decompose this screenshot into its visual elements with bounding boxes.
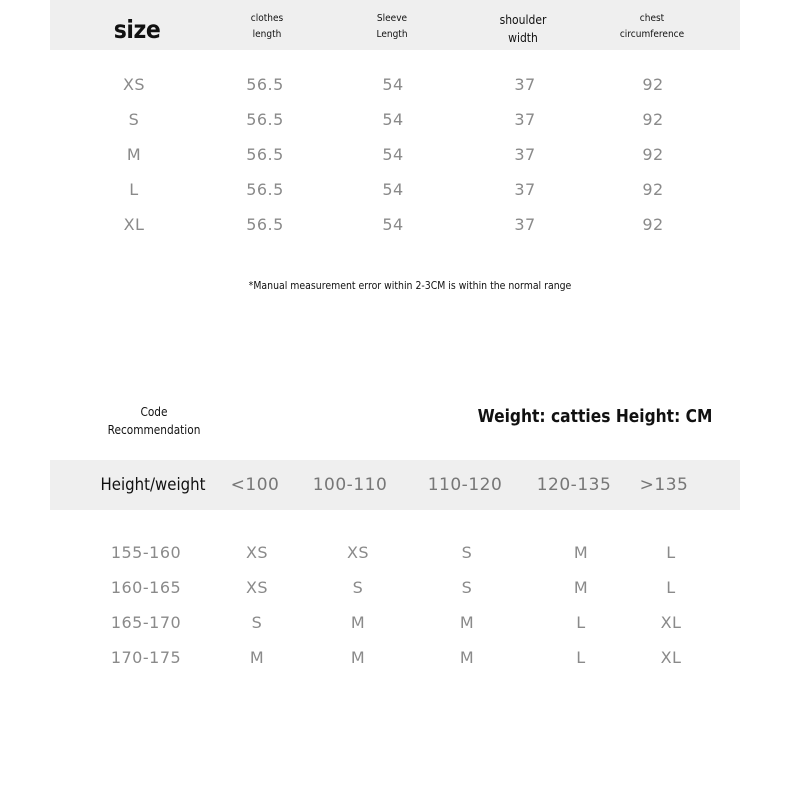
units-label: Weight: catties Height: CM	[477, 406, 713, 427]
height-range-cell: 170-175	[110, 648, 182, 667]
header-shoulder-width-line1: shoulder	[499, 13, 547, 27]
clothes-length-cell: 56.5	[246, 180, 284, 199]
header-weight-range: 100-110	[312, 475, 388, 495]
recommended-size-cell: XL	[660, 613, 682, 632]
recommended-size-cell: L	[666, 543, 676, 562]
recommended-size-cell: M	[573, 543, 589, 562]
recommended-size-cell: S	[352, 578, 364, 597]
height-range-cell: 155-160	[110, 543, 182, 562]
recommended-size-cell: XS	[346, 543, 370, 562]
recommended-size-cell: M	[249, 648, 265, 667]
shoulder-width-cell: 37	[514, 145, 536, 164]
measurement-note: *Manual measurement error within 2-3CM is within the normal range	[248, 279, 572, 292]
recommended-size-cell: L	[666, 578, 676, 597]
sleeve-length-cell: 54	[382, 180, 404, 199]
chest-cell: 92	[642, 110, 664, 129]
shoulder-width-cell: 37	[514, 180, 536, 199]
header-shoulder-width-line2: width	[508, 31, 538, 45]
header-sleeve-length-line1: Sleeve	[376, 13, 408, 24]
recommended-size-cell: M	[459, 613, 475, 632]
header-clothes-length-line1: clothes	[250, 13, 284, 24]
sleeve-length-cell: 54	[382, 75, 404, 94]
shoulder-width-cell: 37	[514, 110, 536, 129]
recommended-size-cell: M	[573, 578, 589, 597]
code-recommendation-title	[108, 403, 201, 439]
size-cell: XL	[123, 215, 145, 234]
shoulder-width-cell: 37	[514, 75, 536, 94]
header-weight-range: >135	[639, 475, 689, 495]
sleeve-length-cell: 54	[382, 110, 404, 129]
recommended-size-cell: XL	[660, 648, 682, 667]
recommended-size-cell: S	[461, 578, 473, 597]
recommended-size-cell: L	[576, 613, 586, 632]
clothes-length-cell: 56.5	[246, 110, 284, 129]
size-cell: M	[126, 145, 142, 164]
size-cell: XS	[122, 75, 146, 94]
height-range-cell: 165-170	[110, 613, 182, 632]
recommended-size-cell: M	[350, 648, 366, 667]
size-cell: S	[128, 110, 140, 129]
header-clothes-length-line2: length	[252, 29, 282, 40]
recommended-size-cell: XS	[245, 578, 269, 597]
recommended-size-cell: L	[576, 648, 586, 667]
header-chest-circumference	[620, 11, 684, 43]
chest-cell: 92	[642, 145, 664, 164]
header-weight-range: 110-120	[427, 475, 503, 495]
header-clothes-length	[251, 11, 283, 43]
header-sleeve-length-line2: Length	[376, 29, 408, 40]
recommended-size-cell: XS	[245, 543, 269, 562]
header-chest-line1: chest	[639, 13, 665, 24]
size-cell: L	[129, 180, 139, 199]
clothes-length-cell: 56.5	[246, 215, 284, 234]
recommended-size-cell: S	[461, 543, 473, 562]
header-sleeve-length	[376, 11, 407, 43]
header-size: size	[113, 15, 161, 44]
chest-cell: 92	[642, 75, 664, 94]
clothes-length-cell: 56.5	[246, 145, 284, 164]
sleeve-length-cell: 54	[382, 215, 404, 234]
code-recommendation-line1: Code	[140, 405, 168, 419]
chest-cell: 92	[642, 180, 664, 199]
header-weight-range: <100	[230, 475, 280, 495]
chest-cell: 92	[642, 215, 664, 234]
recommended-size-cell: S	[251, 613, 263, 632]
recommended-size-cell: M	[350, 613, 366, 632]
header-chest-line2: circumference	[619, 29, 685, 40]
header-height-weight: Height/weight	[100, 475, 206, 495]
sleeve-length-cell: 54	[382, 145, 404, 164]
header-shoulder-width	[500, 11, 547, 47]
height-range-cell: 160-165	[110, 578, 182, 597]
header-weight-range: 120-135	[536, 475, 612, 495]
code-recommendation-line2: Recommendation	[107, 423, 201, 437]
recommended-size-cell: M	[459, 648, 475, 667]
shoulder-width-cell: 37	[514, 215, 536, 234]
clothes-length-cell: 56.5	[246, 75, 284, 94]
